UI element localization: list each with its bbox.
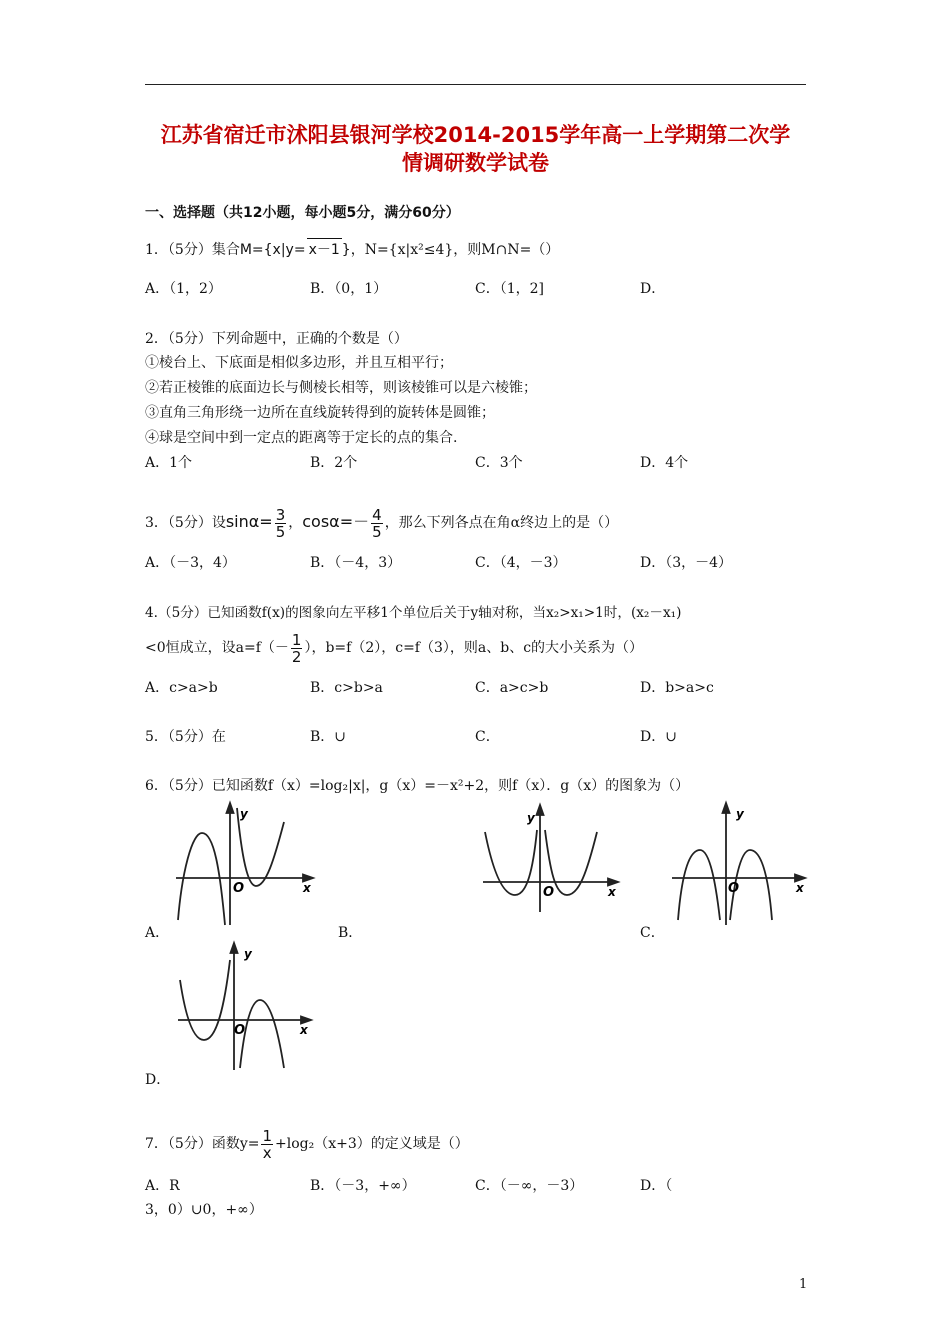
q1-set-m: M= bbox=[239, 242, 264, 258]
top-rule bbox=[145, 84, 806, 85]
graph-d-x-label: x bbox=[300, 1023, 308, 1037]
q3-sin-fraction: $\frac{3}{5}$ bbox=[275, 505, 286, 541]
q3-option-d: D．（3，－4） bbox=[640, 555, 733, 571]
q1-option-c: C．（1，2] bbox=[475, 281, 544, 297]
question-6: 6．（5分）已知函数f（x）=log₂|x|，g（x）=－x²+2，则f（x）．g（x）的图象为（） bbox=[145, 778, 690, 794]
graph-a-x-label: x bbox=[303, 881, 311, 895]
graph-c-x-label: x bbox=[796, 881, 804, 895]
question-2: 2．（5分）下列命题中，正确的个数是（） bbox=[145, 331, 408, 347]
q3-cos-fraction: $\frac{4}{5}$ bbox=[372, 505, 382, 541]
q4-option-a: A．c>a>b bbox=[145, 680, 218, 696]
q3-rest: ，那么下列各点在角α终边上的是（） bbox=[384, 515, 619, 531]
graph-b bbox=[475, 800, 625, 920]
q4-option-b: B．c>b>a bbox=[310, 680, 383, 696]
q4-option-d: D．b>a>c bbox=[640, 680, 714, 696]
graph-a-y-label: y bbox=[240, 807, 248, 821]
q2-item-3: ③直角三角形绕一边所在直线旋转得到的旋转体是圆锥； bbox=[145, 405, 495, 421]
graph-b-origin: O bbox=[543, 885, 555, 900]
q2-option-a: A．1个 bbox=[145, 455, 193, 471]
q7-option-c: C．（－∞，－3） bbox=[475, 1178, 584, 1194]
q5-option-d: D．∪ bbox=[640, 729, 677, 745]
graph-d bbox=[172, 940, 322, 1075]
q4-option-c: C．a>c>b bbox=[475, 680, 549, 696]
graph-c-origin: O bbox=[728, 881, 740, 896]
q2-item-2: ②若正棱锥的底面边长与侧棱长相等，则该棱锥可以是六棱锥； bbox=[145, 380, 537, 396]
q3-sin: sinα= bbox=[225, 512, 273, 531]
q4-fraction: $\frac{1}{2}$ bbox=[291, 630, 302, 666]
question-4-line1: 4.（5分）已知函数f(x)的图象向左平移1个单位后关于y轴对称，当x₂>x₁>1时，(x₂－x₁) bbox=[145, 605, 682, 621]
q1-option-a: A．（1，2） bbox=[145, 281, 222, 297]
q7-option-b: B．（－3，+∞） bbox=[310, 1178, 416, 1194]
exam-title-line2: 情调研数学试卷 bbox=[402, 151, 549, 175]
graph-d-y-label: y bbox=[244, 947, 252, 961]
q2-item-1: ①棱台上、下底面是相似多边形，并且互相平行； bbox=[145, 355, 453, 371]
q1-set-open: {x|y= bbox=[263, 242, 306, 258]
exam-title-line1: 江苏省宿迁市沭阳县银河学校2014-2015学年高一上学期第二次学 bbox=[160, 123, 791, 147]
q6-label-c: C． bbox=[640, 925, 665, 941]
q1-prefix: 1．（5分）集合 bbox=[145, 242, 240, 258]
graph-b-x-label: x bbox=[608, 885, 616, 899]
graph-c-y-label: y bbox=[736, 807, 744, 821]
q2-option-d: D．4个 bbox=[640, 455, 689, 471]
q6-label-b: B． bbox=[338, 925, 363, 941]
q7-option-a: A．R bbox=[145, 1178, 180, 1194]
q2-item-4: ④球是空间中到一定点的距离等于定长的点的集合. bbox=[145, 430, 458, 446]
question-7: 7．（5分）函数y= $\frac{1}{x}$ +log₂（x+3）的定义域是（） bbox=[145, 1126, 469, 1162]
q7-option-d: D．（ bbox=[640, 1178, 673, 1194]
q6-label-a: A． bbox=[145, 925, 170, 941]
q2-option-b: B．2个 bbox=[310, 455, 358, 471]
q1-set-close: } bbox=[341, 242, 351, 258]
q3-cos: cosα=－ bbox=[302, 512, 370, 531]
q3-prefix: 3．（5分）设 bbox=[145, 515, 226, 531]
question-3: 3．（5分）设sinα= $\frac{3}{5}$ ，cosα=－ $\frac{4}{5}$ ，那么下列各点在角α终边上的是（） bbox=[145, 505, 619, 541]
q1-option-d: D． bbox=[640, 281, 666, 297]
q1-sqrt: x－1 bbox=[307, 238, 342, 259]
graph-a bbox=[170, 800, 320, 930]
q3-option-b: B．（－4，3） bbox=[310, 555, 402, 571]
q5-option-c: C． bbox=[475, 729, 500, 745]
q6-label-d: D． bbox=[145, 1072, 171, 1088]
question-5: 5．（5分）在 bbox=[145, 729, 226, 745]
graph-d-origin: O bbox=[234, 1023, 246, 1038]
q1-option-b: B．（0，1） bbox=[310, 281, 388, 297]
q2-option-c: C．3个 bbox=[475, 455, 523, 471]
q5-option-b: B．∪ bbox=[310, 729, 347, 745]
question-4-line2: <0恒成立，设a=f（－ $\frac{1}{2}$ ），b=f（2），c=f（3），则a、b、c的大小关系为（） bbox=[145, 630, 644, 666]
graph-c bbox=[668, 800, 818, 930]
question-1 bbox=[145, 238, 559, 259]
q1-rest: ，N={x|x²≤4}，则M∩N=（） bbox=[350, 242, 560, 258]
section-heading: 一、选择题（共12小题，每小题5分，满分60分） bbox=[145, 205, 460, 221]
q7-fraction: $\frac{1}{x}$ bbox=[262, 1126, 273, 1162]
q7-option-d-continued: 3，0）∪0，+∞） bbox=[145, 1202, 263, 1218]
graph-a-origin: O bbox=[233, 881, 245, 896]
graph-b-y-label: y bbox=[527, 811, 535, 825]
page-number: 1 bbox=[799, 1277, 808, 1292]
q3-option-c: C．（4，－3） bbox=[475, 555, 567, 571]
q3-option-a: A．（－3，4） bbox=[145, 555, 236, 571]
